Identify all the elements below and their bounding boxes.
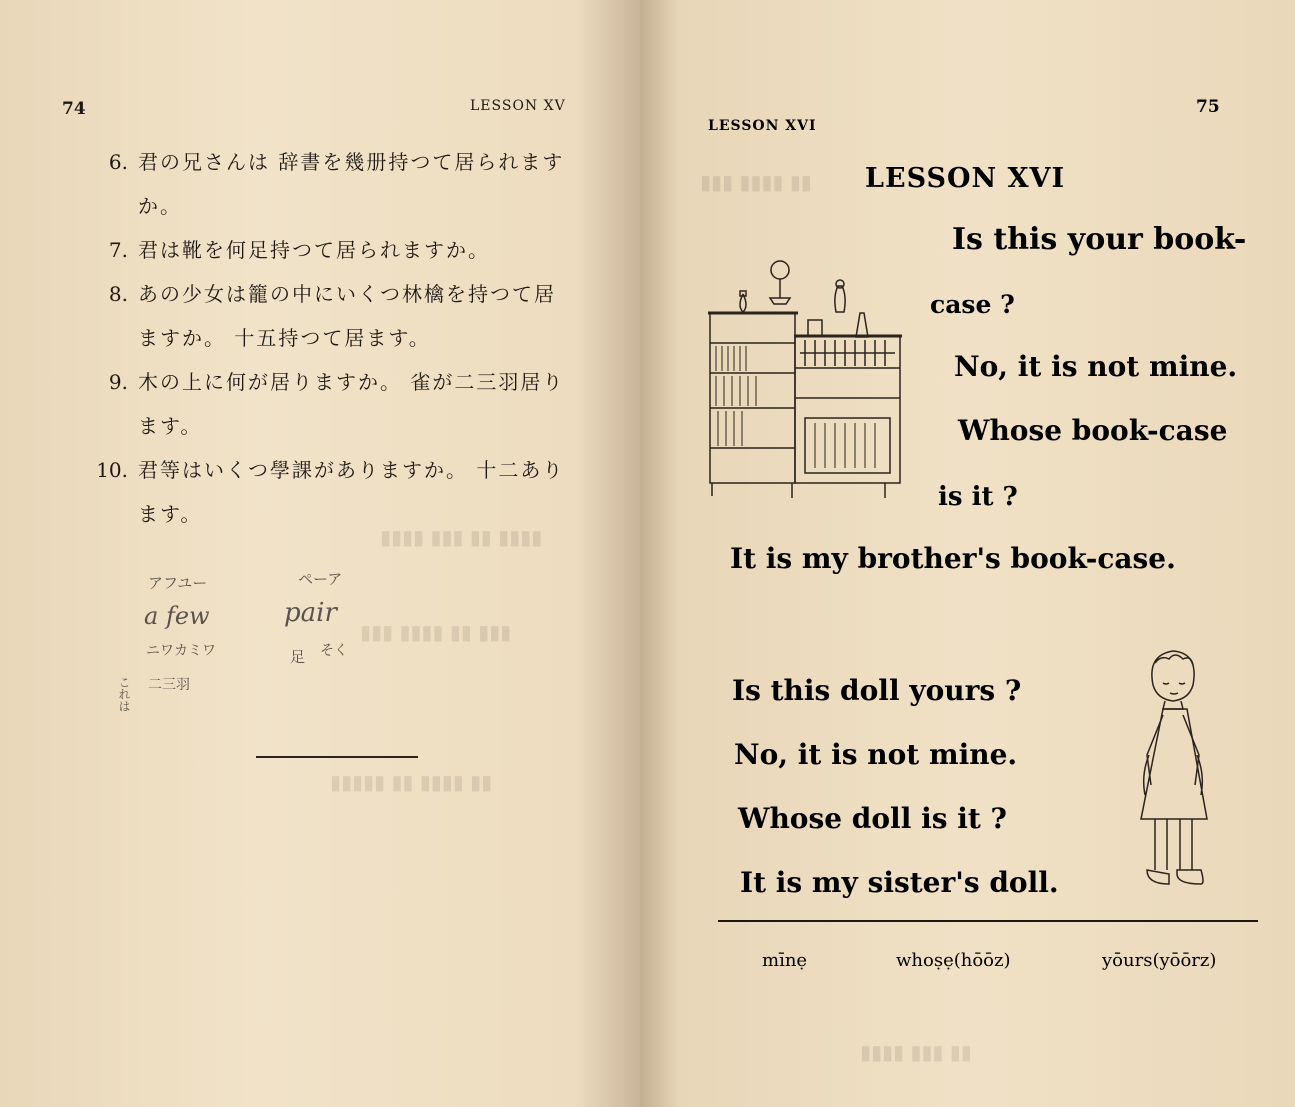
emphasis-word: yours [909, 674, 996, 707]
bleed-through: ▮▮▮▮▮ ▮▮ ▮▮▮▮ ▮▮ [330, 770, 493, 794]
emphasis-word: sister's [867, 866, 980, 899]
item-number: 8. [108, 282, 128, 306]
text-line [730, 542, 1176, 575]
text-span: doll. [979, 866, 1059, 899]
item-line: 君の兄さんは 辞書を幾册持つて居られます [138, 150, 565, 174]
item-line: ます。 [138, 502, 203, 526]
item-line: か。 [138, 194, 182, 218]
item-number: 7. [108, 238, 128, 262]
note-kanji: 足 [290, 648, 306, 666]
item-line: ます。 [138, 414, 203, 438]
list-item [70, 360, 610, 448]
doll-illustration [1125, 645, 1220, 895]
emphasis-word: brother's [857, 542, 1001, 575]
bleed-through: ▮▮▮▮ ▮▮▮ ▮▮ [860, 1040, 972, 1064]
text-line: Whose book-case [958, 414, 1228, 447]
running-head-left: LESSON XV [470, 98, 566, 114]
item-number: 9. [108, 370, 128, 394]
vocabulary-divider [718, 920, 1258, 922]
item-line: あの少女は籠の中にいくつ林檎を持つて居 [138, 282, 556, 306]
list-item [70, 140, 610, 228]
list-item [70, 272, 610, 360]
text-line: No, it is not mine. [734, 738, 1018, 771]
item-number: 10. [96, 458, 128, 482]
text-span: It is my [730, 542, 858, 575]
exercise-list [70, 140, 610, 536]
item-line: 君等はいくつ學課がありますか。 十二あり [138, 458, 565, 482]
text-line: case ? [930, 290, 1015, 319]
bleed-through: ▮▮▮ ▮▮▮▮ ▮▮ [700, 170, 812, 194]
running-head-right: LESSON XVI [708, 118, 817, 134]
left-page [0, 0, 640, 1107]
bookcase-illustration [700, 258, 905, 503]
vocab-word: whoṣẹ(hōōz) [896, 950, 1011, 971]
note-kana: ニワカミワ [146, 643, 216, 659]
item-line: 君は靴を何足持つて居られますか。 [138, 238, 490, 262]
note-kana: アフユー [148, 574, 208, 592]
item-number: 6. [108, 150, 128, 174]
text-line: is it ? [938, 482, 1018, 512]
item-line: 木の上に何が居りますか。 雀が二三羽居り [138, 370, 565, 394]
text-line: Is this your book- [952, 222, 1247, 257]
note-kana: そく [320, 643, 348, 659]
vocab-word: mīnẹ [762, 950, 808, 971]
text-span: Is this doll [732, 674, 910, 707]
list-item [70, 448, 610, 536]
section-divider [256, 756, 418, 758]
note-kana: ペーア [298, 570, 343, 588]
note-margin: これは [117, 676, 131, 712]
text-line: Whose doll is it ? [738, 802, 1007, 835]
lesson-title: LESSON XVI [865, 163, 1066, 194]
page-number-right: 75 [1196, 97, 1220, 117]
text-line [732, 674, 1021, 707]
text-span: book-case. [1000, 542, 1176, 575]
bleed-through: ▮▮▮▮ ▮▮▮ ▮▮ ▮▮▮▮ [380, 525, 543, 549]
bleed-through: ▮▮▮ ▮▮▮▮ ▮▮ ▮▮▮ [360, 620, 512, 644]
note-a-few: a few [144, 602, 210, 630]
text-line [740, 866, 1059, 899]
list-item [70, 228, 610, 272]
item-line: ますか。 十五持つて居ます。 [138, 326, 431, 350]
text-span: ? [995, 674, 1022, 707]
note-kanji: 二三羽 [148, 677, 190, 693]
text-line: No, it is not mine. [954, 350, 1238, 383]
vocab-word: yōurs(yōōrz) [1102, 950, 1217, 971]
text-span: It is my [740, 866, 868, 899]
note-pair: pair [284, 598, 337, 628]
page-number-left: 74 [62, 99, 86, 119]
